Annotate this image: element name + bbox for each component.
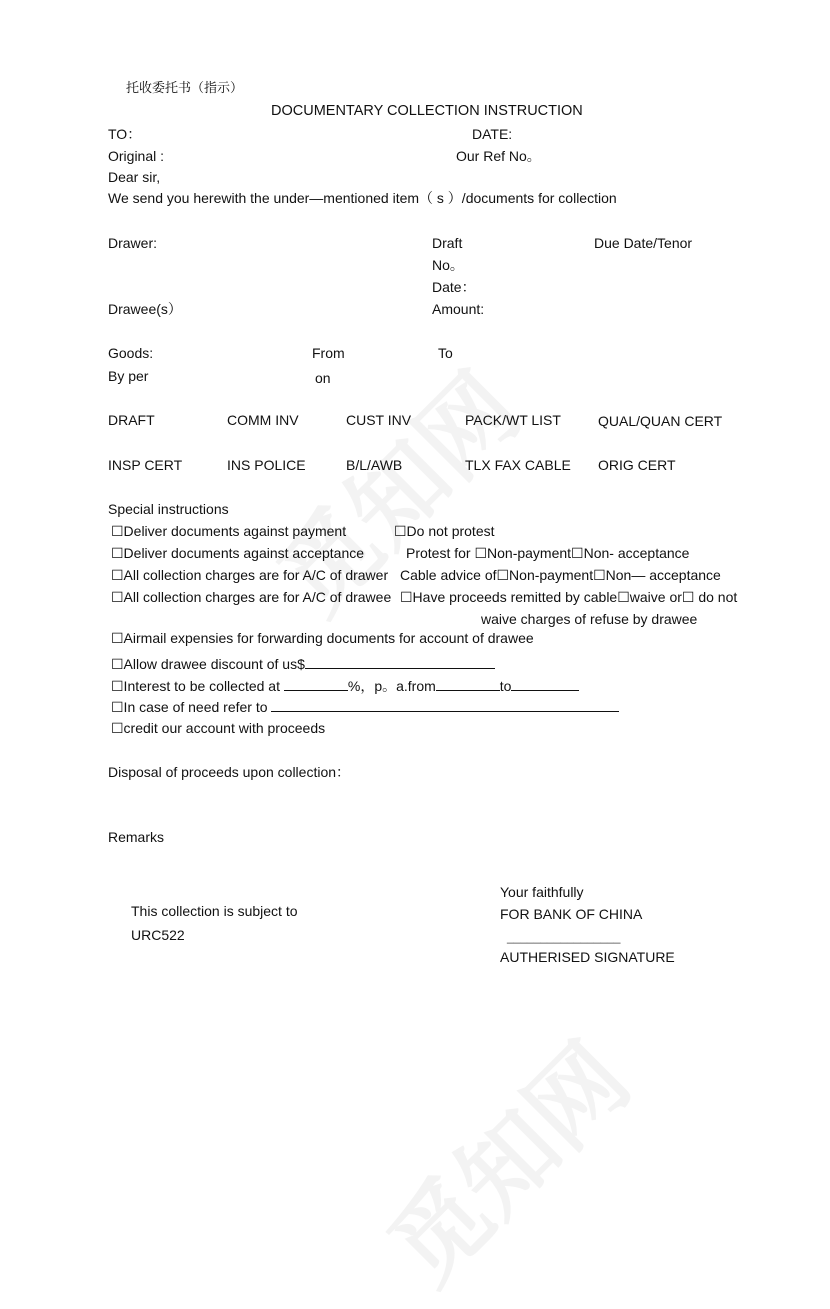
from-label: From: [312, 345, 345, 361]
drawer-label: Drawer:: [108, 235, 158, 251]
amount-label: Amount:: [432, 301, 485, 317]
case-of-need-option[interactable]: ☐In case of need refer to: [111, 699, 272, 715]
doc-ins-police: INS POLICE: [227, 457, 306, 473]
doc-orig-cert: ORIG CERT: [598, 457, 676, 473]
case-of-need-row: [111, 699, 619, 714]
original-label: Original :: [108, 148, 165, 164]
proceeds-remitted-options[interactable]: ☐Have proceeds remitted by cable☐waive or☐ do not: [400, 589, 738, 605]
charges-drawer-option[interactable]: ☐All collection charges are for A/C of drawer: [111, 567, 389, 583]
allow-discount-option[interactable]: ☐Allow drawee discount of us$: [111, 656, 305, 672]
charges-drawee-option[interactable]: ☐All collection charges are for A/C of drawee: [111, 589, 392, 605]
signature-line[interactable]: _________________: [507, 930, 621, 944]
doc-qual-quan-cert: QUAL/QUAN CERT: [598, 413, 723, 429]
interest-from-field[interactable]: [436, 678, 500, 691]
interest-row: [111, 678, 579, 693]
chinese-title: 托收委托书（指示）: [126, 81, 244, 96]
draft-no-label: No。: [432, 257, 464, 273]
page-title: DOCUMENTARY COLLECTION INSTRUCTION: [271, 103, 583, 119]
drawee-label: Drawee(s）: [108, 301, 182, 317]
special-instructions-heading: Special instructions: [108, 501, 229, 517]
doc-pack-wt-list: PACK/WT LIST: [465, 412, 561, 428]
cable-advice-options[interactable]: Cable advice of☐Non-payment☐Non— acceptance: [400, 567, 721, 583]
discount-amount-field[interactable]: [305, 656, 495, 669]
urc-code: URC522: [131, 927, 185, 943]
intro-text: We send you herewith the under—mentioned item（ s ）/documents for collection: [108, 190, 617, 206]
doc-draft: DRAFT: [108, 412, 155, 428]
interest-to-field[interactable]: [511, 678, 579, 691]
our-ref-label: Our Ref No。: [456, 148, 541, 164]
disposal-label: Disposal of proceeds upon collection：: [108, 764, 351, 780]
draft-label: Draft: [432, 235, 463, 251]
bank-name: FOR BANK OF CHINA: [500, 906, 643, 922]
interest-to-label: to: [499, 678, 512, 694]
waive-charges-continuation: waive charges of refuse by drawee: [481, 611, 698, 627]
watermark: [354, 1008, 655, 1309]
interest-rate-field[interactable]: [284, 678, 348, 691]
protest-for-options[interactable]: Protest for ☐Non-payment☐Non- acceptance: [406, 545, 690, 561]
doc-bl-awb: B/L/AWB: [346, 457, 403, 473]
due-date-label: Due Date/Tenor: [594, 235, 693, 251]
interest-rate-text: %，p。a.from: [347, 678, 436, 694]
doc-tlx-fax-cable: TLX FAX CABLE: [465, 457, 571, 473]
draft-date-label: Date：: [432, 279, 476, 295]
by-per-label: By per: [108, 368, 149, 384]
deliver-against-acceptance-option[interactable]: ☐Deliver documents against acceptance: [111, 545, 365, 561]
to-label: TO：: [108, 126, 142, 142]
closing: Your faithfully: [500, 884, 584, 900]
remarks-label: Remarks: [108, 829, 165, 845]
to-port-label: To: [438, 345, 453, 361]
date-label: DATE:: [472, 126, 513, 142]
doc-cust-inv: CUST INV: [346, 412, 412, 428]
credit-account-option[interactable]: ☐credit our account with proceeds: [111, 720, 326, 736]
doc-comm-inv: COMM INV: [227, 412, 299, 428]
allow-discount-row: [111, 656, 495, 671]
signature-label: AUTHERISED SIGNATURE: [500, 949, 675, 965]
on-label: on: [315, 370, 331, 386]
case-of-need-field[interactable]: [271, 699, 619, 712]
do-not-protest-option[interactable]: ☐Do not protest: [394, 523, 495, 539]
doc-insp-cert: INSP CERT: [108, 457, 183, 473]
salutation: Dear sir,: [108, 169, 161, 185]
goods-label: Goods:: [108, 345, 154, 361]
airmail-expenses-option[interactable]: ☐Airmail expensies for forwarding documents for account of drawee: [111, 630, 534, 646]
urc-subject-line: This collection is subject to: [131, 903, 298, 919]
interest-option[interactable]: ☐Interest to be collected at: [111, 678, 284, 694]
deliver-against-payment-option[interactable]: ☐Deliver documents against payment: [111, 523, 347, 539]
